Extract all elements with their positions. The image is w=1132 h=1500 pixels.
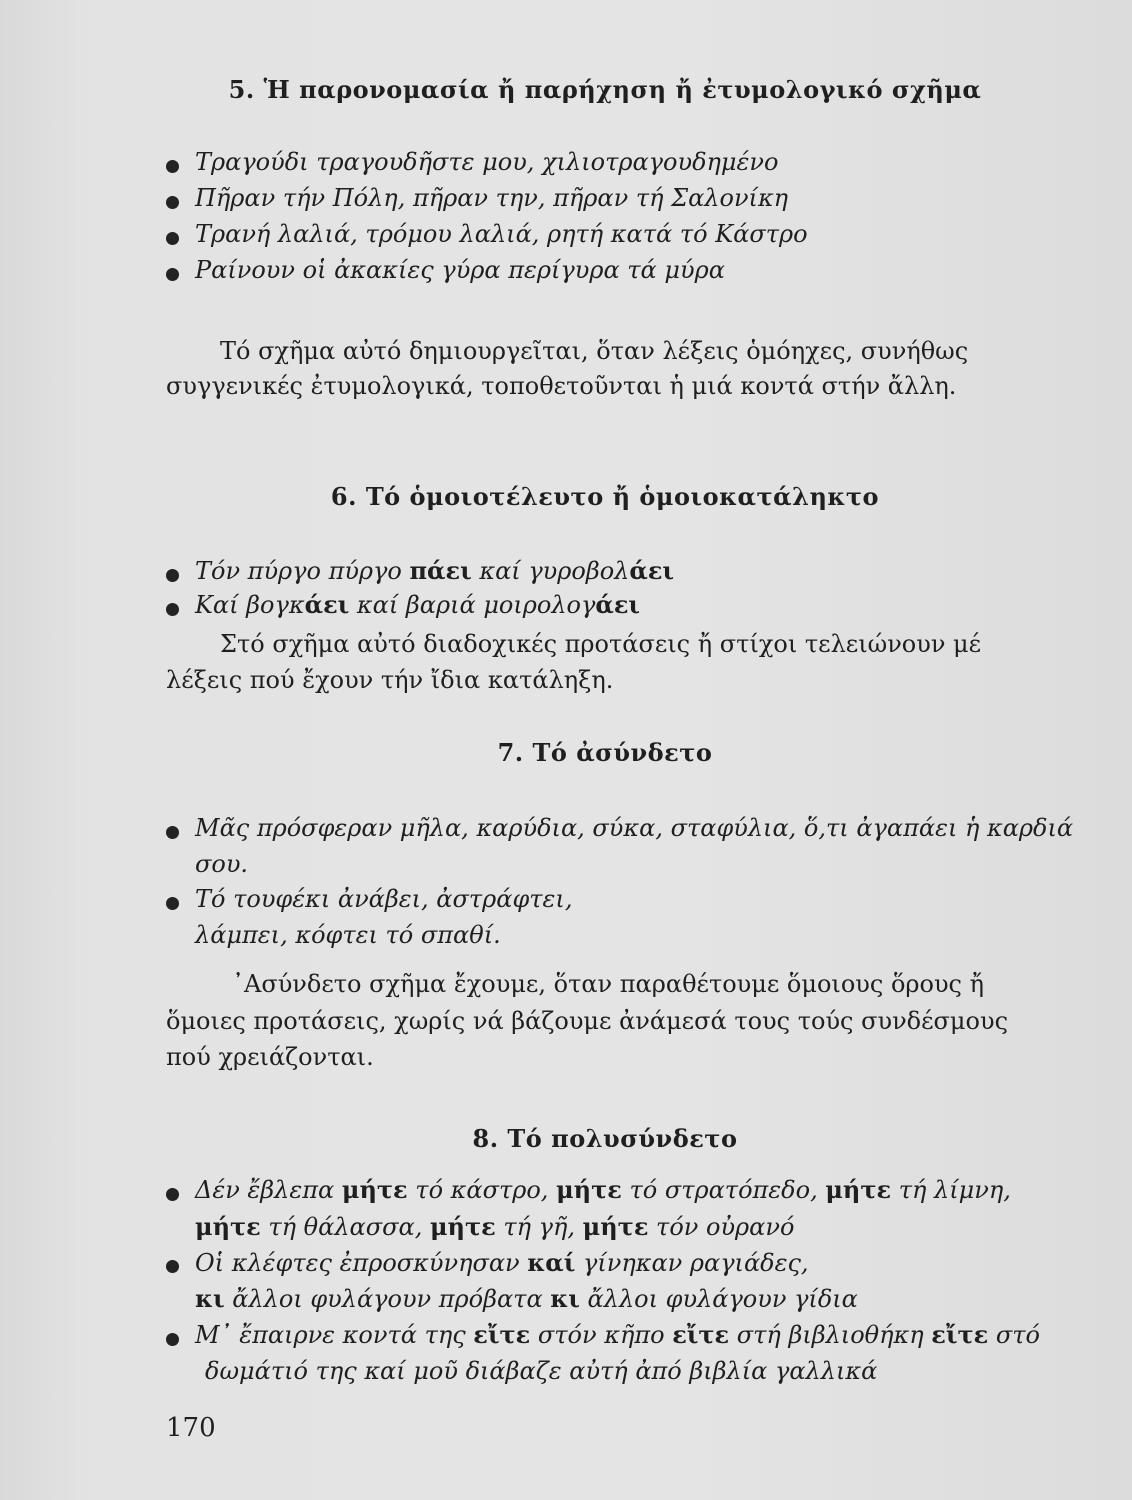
keyword: άει <box>595 590 641 619</box>
text-run: τό στρατόπεδο, <box>621 1176 826 1204</box>
keyword: εἴτε <box>931 1320 989 1349</box>
example-line <box>195 1248 809 1277</box>
keyword: κι <box>550 1284 580 1313</box>
text-run: καί γυροβολ <box>471 557 630 585</box>
keyword: άει <box>304 590 350 619</box>
text-run: καί βαριά μοιρολογ <box>349 591 596 619</box>
explanation-line: ᾿Ασύνδετο σχῆμα ἔχουμε, ὅταν παραθέτουμε ὅμοιους ὅρους ἤ <box>232 970 984 998</box>
example-line: Μᾶς πρόσφεραν μῆλα, καρύδια, σύκα, σταφύλια, ὅ,τι ἀγαπάει ἡ καρδιά <box>195 814 1074 842</box>
section-6-heading: 6. Τό ὁμοιοτέλευτο ἤ ὁμοιοκατάληκτο <box>330 482 880 511</box>
text-run: γίνηκαν ραγιάδες, <box>575 1249 809 1277</box>
bullet-icon <box>166 1260 179 1273</box>
example-line: Τρανή λαλιά, τρόμου λαλιά, ρητή κατά τό Κάστρο <box>195 220 808 248</box>
bullet-icon <box>166 897 179 910</box>
keyword: μήτε <box>556 1175 622 1204</box>
example-line <box>195 1284 858 1313</box>
text-run: στό <box>988 1321 1040 1349</box>
keyword: μήτε <box>582 1212 649 1241</box>
text-run: Δέν ἔβλεπα <box>195 1176 342 1204</box>
example-line <box>195 1175 1011 1204</box>
keyword: κι <box>195 1284 225 1313</box>
text-run: τή λίμνη, <box>891 1176 1011 1204</box>
keyword: εἴτε <box>473 1320 531 1349</box>
example-line <box>195 1320 1040 1349</box>
example-line: δωμάτιό της καί μοῦ διάβαζε αὐτή ἀπό βιβλία γαλλικά <box>205 1357 878 1385</box>
example-line <box>195 590 640 619</box>
example-line: σου. <box>195 850 249 878</box>
bullet-icon <box>166 160 179 173</box>
bullet-icon <box>166 232 179 245</box>
keyword: εἴτε <box>672 1320 730 1349</box>
example-line <box>195 556 674 585</box>
text-run: τό κάστρο, <box>407 1176 557 1204</box>
example-line: Τό τουφέκι ἀνάβει, ἀστράφτει, <box>195 885 573 913</box>
example-line: λάμπει, κόφτει τό σπαθί. <box>195 921 501 949</box>
text-run: Οἱ κλέφτες ἐπροσκύνησαν <box>195 1249 528 1277</box>
keyword: πάει <box>409 556 472 585</box>
bullet-icon <box>166 603 179 616</box>
example-line <box>195 1212 794 1241</box>
text-run: στόν κῆπο <box>530 1321 673 1349</box>
section-8-heading: 8. Τό πολυσύνδετο <box>472 1124 738 1153</box>
text-run: Καί βογκ <box>195 591 305 619</box>
example-line: Ραίνουν οἱ ἀκακίες γύρα περίγυρα τά μύρα <box>195 256 725 284</box>
explanation-line: λέξεις πού ἔχουν τήν ἴδια κατάληξη. <box>166 666 614 694</box>
text-run: τόν οὐρανό <box>648 1213 795 1241</box>
example-line: Τραγούδι τραγουδῆστε μου, χιλιοτραγουδημένο <box>195 148 779 176</box>
explanation-line: Στό σχῆμα αὐτό διαδοχικές προτάσεις ἤ στίχοι τελειώνουν μέ <box>220 630 982 658</box>
section-5-heading: 5. Ἡ παρονομασία ἤ παρήχηση ἤ ἐτυμολογικό σχῆμα <box>228 75 982 104</box>
bullet-icon <box>166 569 179 582</box>
keyword: μήτε <box>341 1175 408 1204</box>
bullet-icon <box>166 268 179 281</box>
keyword: καί <box>527 1248 576 1277</box>
bullet-icon <box>166 196 179 209</box>
text-run: Μ᾿ ἔπαιρνε κοντά της <box>195 1321 474 1349</box>
explanation-line: πού χρειάζονται. <box>166 1043 374 1071</box>
keyword: μήτε <box>825 1175 892 1204</box>
explanation-line: συγγενικές ἐτυμολογικά, τοποθετοῦνται ἡ μιά κοντά στήν ἄλλη. <box>166 372 957 400</box>
text-run: τή θάλασσα, <box>260 1213 430 1241</box>
text-run: τή γῆ, <box>495 1213 583 1241</box>
keyword: άει <box>629 556 675 585</box>
text-run: ἄλλοι φυλάγουν γίδια <box>579 1285 858 1313</box>
keyword: μήτε <box>429 1212 496 1241</box>
bullet-icon <box>166 1333 179 1346</box>
keyword: μήτε <box>195 1212 261 1241</box>
page-number: 170 <box>166 1413 216 1443</box>
explanation-line: ὅμοιες προτάσεις, χωρίς νά βάζουμε ἀνάμεσά τους τούς συνδέσμους <box>166 1007 1009 1035</box>
section-7-heading: 7. Τό ἀσύνδετο <box>497 738 713 767</box>
text-run: Τόν πύργο πύργο <box>195 557 410 585</box>
text-run: ἄλλοι φυλάγουν πρόβατα <box>224 1285 551 1313</box>
text-run: στή βιβλιοθήκη <box>729 1321 932 1349</box>
example-line: Πῆραν τήν Πόλη, πῆραν την, πῆραν τή Σαλονίκη <box>195 184 789 212</box>
explanation-line: Τό σχῆμα αὐτό δημιουργεῖται, ὅταν λέξεις ὁμόηχες, συνήθως <box>220 337 969 365</box>
bullet-icon <box>166 826 179 839</box>
bullet-icon <box>166 1188 179 1201</box>
